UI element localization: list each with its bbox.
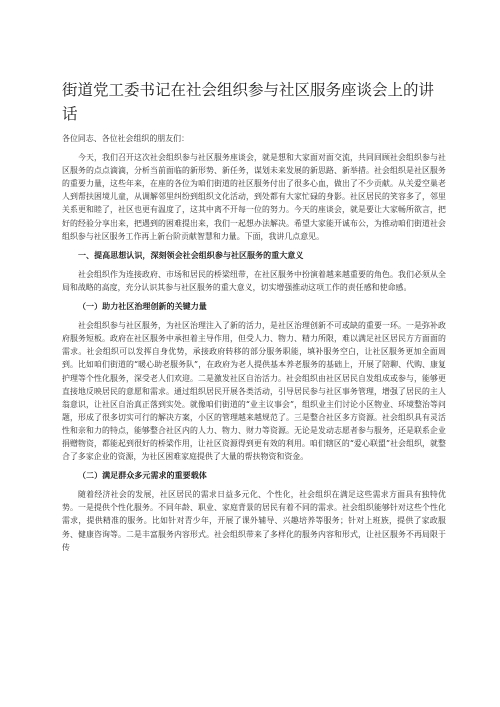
salutation: 各位同志、各位社会组织的朋友们： [62,134,190,143]
opening-paragraph: 今天，我们召开这次社会组织参与社区服务座谈会，就是想和大家面对面交流，共同回顾社会组织参与社区服务的点点滴滴，分析当前面临的新形势、新任务，谋划未来发展的新思路、新举措。社会组织是社区服务的重要力量，这些年来，在座的各位为咱们街道的社区服务付出了很多心血，做出了不少贡献。从关爱空巢老人到帮扶困境儿童，从调解邻里纠纷到组织文化活动，到处都有大家忙碌的身影。社区居民的笑容多了，邻里关系更和睦了，社区也更有温度了，这其中离不开每一位的努力。今天的座谈会，就是要让大家畅所欲言，把好的经验分享出来，把遇到的困难提出来，我们一起想办法解决。希望大家能开诚布公，为推动咱们街道社会组织参与社区服务工作再上新台阶贡献智慧和力量。下面，我讲几点意见。 [62,153,446,241]
section-intro-paragraph: 社会组织作为连接政府、市场和居民的桥梁纽带，在社区服务中扮演着越来越重要的角色。我们必须从全局和战略的高度，充分认识其参与社区服务的重大意义，切实增强推动这项工作的责任感和使命感。 [62,269,446,292]
section-heading-1: 一、提高思想认识，深刻领会社会组织参与社区服务的重大意义 [78,250,304,260]
document-title: 街道党工委书记在社会组织参与社区服务座谈会上的讲话 [62,81,435,123]
subsection-heading-2: （二）满足群众多元需求的重要载体 [78,471,207,481]
subsection-paragraph-1: 社会组织参与社区服务，为社区治理注入了新的活力，是社区治理创新不可或缺的重要一环。一是弥补政府服务短板。政府在社区服务中承担着主导作用，但受人力、物力、精力所限，难以满足社区居民方方面面的需求。社会组织可以发挥自身优势，承接政府转移的部分服务职能，填补服务空白，让社区服务更加全面周到。比如咱们街道的“暖心助老服务队”，在政府为老人提供基本养老服务的基础上，开展了陪聊、代购、康复护理等个性化服务，深受老人们欢迎。二是激发社区自治活力。社会组织由社区居民自发组成或参与，能够更直接地反映居民的意愿和需求。通过组织居民开展各类活动，引导居民参与社区事务管理，增强了居民的主人翁意识，让社区自治真正落到实处。就像咱们街道的“业主议事会”，组织业主们讨论小区物业、环境整治等问题，形成了很多切实可行的解决方案，小区的管理越来越规范了。三是整合社区多方资源。社会组织具有灵活性和亲和力的特点，能够整合社区内的人力、物力、财力等资源。无论是发动志愿者参与服务，还是联系企业捐赠物资，都能起到很好的桥梁作用，让社区资源得到更有效的利用。咱们辖区的“爱心联盟”社会组织，就整合了多家企业的资源，为社区困难家庭提供了大量的帮扶物资和资金。 [62,321,446,462]
document-body [62,132,446,559]
subsection-heading-1: （一）助力社区治理创新的关键力量 [78,302,207,312]
subsection-paragraph-2: 随着经济社会的发展，社区居民的需求日益多元化、个性化，社会组织在满足这些需求方面具有独特优势。一是提供个性化服务。不同年龄、职业、家庭背景的居民有着不同的需求。社会组织能够针对这些个性化需求，提供精准的服务。比如针对青少年，开展了课外辅导、兴趣培养等服务；针对上班族，提供了家政服务、健康咨询等。二是丰富服务内容形式。社会组织带来了多样化的服务内容和形式，让社区服务不再局限于传 [62,490,446,552]
